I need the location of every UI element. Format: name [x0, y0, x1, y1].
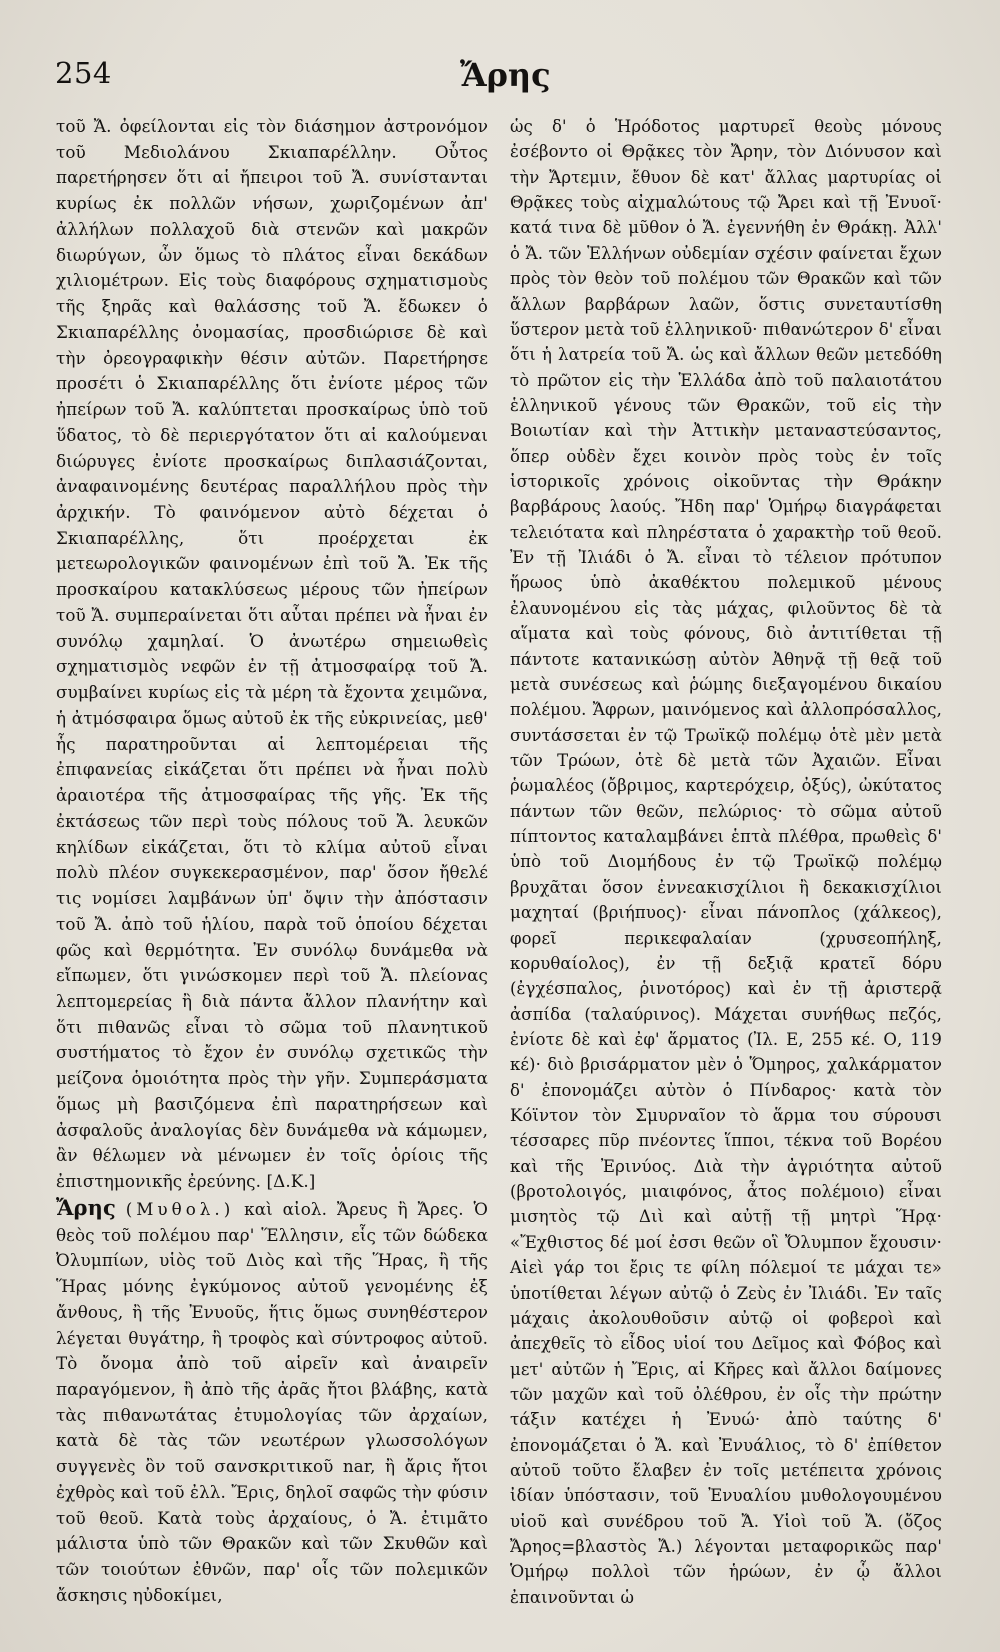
running-head: Ἄρης [460, 56, 551, 94]
mars-astronomy-paragraph [56, 114, 488, 1195]
ares-continued-paragraph [510, 114, 942, 1610]
ares-continued-text: ὡς δ' ὁ Ἡρόδοτος μαρτυρεῖ θεοὺς μόνους ἐσέβοντο οἱ Θρᾷκες τὸν Ἄρην, τὸν Διόνυσον καὶ τὴν Ἄρτεμιν, ἔθυον δὲ κατ' ἄλλας μαρτυρίας οἱ Θρᾷκες τοὺς αἰχμαλώτους τῷ Ἄρει καὶ τῇ Ἐνυοῖ· κατά τινα δὲ μῦθον ὁ Ἄ. ἐγεννήθη ἐν Θράκῃ. Ἀλλ' ὁ Ἄ. τῶν Ἑλλήνων οὐδεμίαν σχέσιν φαίνεται ἔχων πρὸς τὸν θεὸν τοῦ πολέμου τῶν Θρακῶν καὶ τῶν ἄλλων βαρβάρων λαῶν, ὅστις συνεταυτίσθη ὕστερον μετὰ τοῦ ἑλληνικοῦ· πιθανώτερον δ' εἶναι ὅτι ἡ λατρεία τοῦ Ἄ. ὡς καὶ ἄλλων θεῶν μετεδόθη τὸ πρῶτον εἰς τὴν Ἑλλάδα ἀπὸ τοῦ παλαιοτάτου ἑλληνικοῦ γένους τῶν Θρακῶν, τοῦ εἰς τὴν Βοιωτίαν καὶ τὴν Ἀττικὴν μεταναστεύσαντος, ὅπερ οὐδὲν ἔχει κοινὸν πρὸς τοὺς ἐν τοῖς ἱστορικοῖς χρόνοις οἰκοῦντας τὴν Θράκην βαρβάρους λαούς. Ἤδη παρ' Ὁμήρῳ διαγράφεται τελειότατα καὶ πληρέστατα ὁ χαρακτὴρ τοῦ θεοῦ. Ἐν τῇ Ἰλιάδι ὁ Ἄ. εἶναι τὸ τέλειον πρότυπον ἥρωος ὑπὸ ἀκαθέκτου πολεμικοῦ μένους ἐλαυνομένου εἰς τὰς μάχας, φιλοῦντος δὲ τὰ αἵματα καὶ τοὺς φόνους, διὸ ἀντιτίθεται τῇ πάντοτε κατανικώσῃ αὐτὸν Ἀθηνᾷ τῇ θεᾷ τοῦ μετὰ συνέσεως καὶ ῥώμης διεξαγομένου δικαίου πολέμου. Ἄφρων, μαινόμενος καὶ ἀλλοπρόσαλλος, συντάσσεται ἐν τῷ Τρωϊκῷ πολέμῳ ὁτὲ μὲν μετὰ τῶν Τρώων, ὁτὲ δὲ μετὰ τῶν Ἀχαιῶν. Εἶναι ῥωμαλέος (ὄβριμος, καρτερόχειρ, ὀξύς), ὠκύτατος πάντων τῶν θεῶν, πελώριος· τὸ σῶμα αὐτοῦ πίπτοντος καταλαμβάνει ἑπτὰ πλέθρα, πρωθεὶς δ' ὑπὸ τοῦ Διομήδους ἐν τῷ Τρωϊκῷ πολέμῳ βρυχᾶται ὅσον ἐννεακισχίλιοι ἢ δεκακισχίλιοι μαχηταί (βριήπυος)· εἶναι πάνοπλος (χάλκεος), φορεῖ περικεφαλαίαν (χρυσεοπήληξ, κορυθαίολος), ἐν τῇ δεξιᾷ κρατεῖ δόρυ (ἐγχέσπαλος, ῥινοτόρος) καὶ ἐν τῇ ἀριστερᾷ ἀσπίδα (ταλαύρινος). Μάχεται συνήθως πεζός, ἐνίοτε δὲ καὶ ἐφ' ἅρματος (Ἰλ. Ε, 255 κέ. Ο, 119 κέ)· διὸ βρισάρματον μὲν ὁ Ὅμηρος, χαλκάρματον δ' ἐπονομάζει αὐτὸν ὁ Πίνδαρος· κατὰ τὸν Κόϊντον τὸν Σμυρναῖον τὸ ἅρμα του σύρουσι τέσσαρες πῦρ πνέοντες ἵπποι, τέκνα τοῦ Βορέου καὶ τῆς Ἐρινύος. Διὰ τὴν ἀγριότητα αὐτοῦ (βροτολοιγός, μιαιφόνος, ἆτος πολέμοιο) εἶναι μισητὸς τῷ Διὶ καὶ αὐτῇ τῇ μητρὶ Ἥρᾳ· «Ἔχθιστος δέ μοί ἐσσι θεῶν οἳ Ὄλυμπον ἔχουσιν· Αἰεὶ γάρ τοι ἔρις τε φίλη πόλεμοί τε μάχαι τε» ὑποτίθεται λέγων αὐτῷ ὁ Ζεὺς ἐν Ἰλιάδι. Ἐν ταῖς μάχαις ἀκολουθοῦσιν αὐτῷ οἱ φοβεροὶ καὶ ἀπεχθεῖς τὸ εἶδος υἱοί του Δεῖμος καὶ Φόβος καὶ μετ' αὐτῶν ἡ Ἔρις, αἱ Κῆρες καὶ ἄλλοι δαίμονες τῶν μαχῶν καὶ τοῦ ὀλέθρου, ἐν οἷς τὴν πρώτην τάξιν κατέχει ἡ Ἐνυώ· ἀπὸ ταύτης δ' ἐπονομάζεται ὁ Ἄ. καὶ Ἐνυάλιος, τὸ δ' ἐπίθετον αὐτοῦ τοῦτο ἔλαβεν ἐν τοῖς μετέπειτα χρόνοις ἰδίαν ὑπόστασιν, τοῦ Ἐνυαλίου μυθολογουμένου υἱοῦ καὶ συνέδρου τοῦ Ἄ. Υἱοὶ τοῦ Ἄ. (ὄζος Ἄρηος=βλαστὸς Ἄ.) λέγονται μεταφορικῶς παρ' Ὁμήρῳ πολλοὶ τῶν ἡρώων, ἐν ᾧ ἄλλοι ἐπαινοῦνται ὡ [510, 117, 942, 1607]
entry-field-label: (Μυθολ.) [125, 1198, 235, 1219]
page-number: 254 [55, 56, 112, 90]
left-column [56, 114, 488, 1609]
entry-headword: Ἄρης [56, 1194, 116, 1220]
ares-mythology-text: καὶ αἰολ. Ἄρευς ἢ Ἄρες. Ὁ θεὸς τοῦ πολέμου παρ' Ἕλλησιν, εἷς τῶν δώδεκα Ὀλυμπίων, υἱὸς τοῦ Διὸς καὶ τῆς Ἥρας, ἢ τῆς Ἥρας μόνης ἐγκύμονος αὐτοῦ γενομένης ἐξ ἄνθους, ἢ τῆς Ἐνυοῦς, ἥτις ὅμως συνηθέστερον λέγεται θυγάτηρ, ἢ τροφὸς καὶ σύντροφος αὐτοῦ. Τὸ ὄνομα ἀπὸ τοῦ αἱρεῖν καὶ ἀναιρεῖν παραγόμενον, ἢ ἀπὸ τῆς ἀρᾶς ἤτοι βλάβης, κατὰ τὰς πιθανωτάτας ἐτυμολογίας τῶν ἀρχαίων, κατὰ δὲ τὰς τῶν νεωτέρων γλωσσολόγων συγγενὲς ὂν τοῦ σανσκριτικοῦ nar, ἢ ἄρις ἤτοι ἐχθρὸς καὶ τοῦ ἐλλ. Ἔρις, δηλοῖ σαφῶς τὴν φύσιν τοῦ θεοῦ. Κατὰ τοὺς ἀρχαίους, ὁ Ἄ. ἐτιμᾶτο μάλιστα ὑπὸ τῶν Θρακῶν καὶ τῶν Σκυθῶν καὶ τῶν τοιούτων ἐθνῶν, παρ' οἷς τῶν πολεμικῶν ἄσκησις ηὐδοκίμει, [56, 1198, 488, 1605]
ares-mythology-entry [56, 1195, 488, 1609]
author-signature: [Δ.Κ.] [266, 1171, 316, 1192]
mars-astronomy-text: τοῦ Ἄ. ὀφείλονται εἰς τὸν διάσημον ἀστρονόμον τοῦ Μεδιολάνου Σκιαπαρέλλην. Οὗτος παρετήρησεν ὅτι αἱ ἤπειροι τοῦ Ἄ. συνίστανται κυρίως ἐκ πολλῶν νήσων, χωριζομένων ἀπ' ἀλλήλων πολλαχοῦ διὰ στενῶν καὶ μακρῶν διωρύγων, ὧν ὅμως τὸ πλάτος εἶναι δεκάδων χιλιομέτρων. Εἰς τοὺς διαφόρους σχηματισμοὺς τῆς ξηρᾶς καὶ θαλάσσης τοῦ Ἄ. ἔδωκεν ὁ Σκιαπαρέλλης ὀνομασίας, προσδιώρισε δὲ καὶ τὴν ὀρεογραφικὴν θέσιν αὐτῶν. Παρετήρησε προσέτι ὁ Σκιαπαρέλλης ὅτι ἐνίοτε μέρος τῶν ἠπείρων τοῦ Ἄ. καλύπτεται προσκαίρως ὑπὸ τοῦ ὕδατος, τὸ δὲ περιεργότατον ὅτι αἱ καλούμεναι διώρυγες ἐνίοτε προσκαίρως διπλασιάζονται, ἀναφαινομένης δευτέρας παραλλήλου πρὸς τὴν ἀρχικήν. Τὸ φαινόμενον αὐτὸ δέχεται ὁ Σκιαπαρέλλης, ὅτι προέρχεται ἐκ μετεωρολογικῶν φαινομένων ἐπὶ τοῦ Ἄ. Ἐκ τῆς προσκαίρου κατακλύσεως μέρους τῶν ἠπείρων τοῦ Ἄ. συμπεραίνεται ὅτι αὗται πρέπει νὰ ἦναι ἐν συνόλῳ χαμηλαί. Ὁ ἀνωτέρω σημειωθεὶς σχηματισμὸς νεφῶν ἐν τῇ ἀτμοσφαίρᾳ τοῦ Ἄ. συμβαίνει κυρίως εἰς τὰ μέρη τὰ ἔχοντα χειμῶνα, ἡ ἀτμόσφαιρα ὅμως αὐτοῦ ἐκ τῆς εὐκρινείας, μεθ' ἧς παρατηροῦνται αἱ λεπτομέρειαι τῆς ἐπιφανείας εἰκάζεται ὅτι πρέπει νὰ ἦναι πολὺ ἀραιοτέρα τῆς ἀτμοσφαίρας τῆς γῆς. Ἐκ τῆς ἐκτάσεως τῶν περὶ τοὺς πόλους τοῦ Ἄ. λευκῶν κηλίδων εἰκάζεται, ὅτι τὸ κλίμα αὐτοῦ εἶναι πολὺ πλέον συγκεκερασμένον, παρ' ὅσον ἤθελέ τις νομίσει λαμβάνων ὑπ' ὄψιν τὴν ἀπόστασιν τοῦ Ἄ. ἀπὸ τοῦ ἡλίου, παρὰ τοῦ ὁποίου δέχεται φῶς καὶ θερμότητα. Ἐν συνόλῳ δυνάμεθα νὰ εἴπωμεν, ὅτι γινώσκομεν περὶ τοῦ Ἄ. πλείονας λεπτομερείας ἢ διὰ πάντα ἄλλον πλανήτην καὶ ὅτι πιθανῶς εἶναι τὸ σῶμα τοῦ πλανητικοῦ συστήματος τὸ ἔχον ἐν συνόλῳ σχετικῶς τὴν μείζονα ὁμοιότητα πρὸς τὴν γῆν. Συμπεράσματα ὅμως μὴ βασιζόμενα ἐπὶ παρατηρήσεων καὶ ἀσφαλοῦς ἀναλογίας δὲν δυνάμεθα νὰ κάμωμεν, ἂν θέλωμεν νὰ μένωμεν ἐν τοῖς ὁρίοις τῆς ἐπιστημονικῆς ἐρεύνης. [56, 116, 488, 1192]
right-column [510, 114, 942, 1610]
